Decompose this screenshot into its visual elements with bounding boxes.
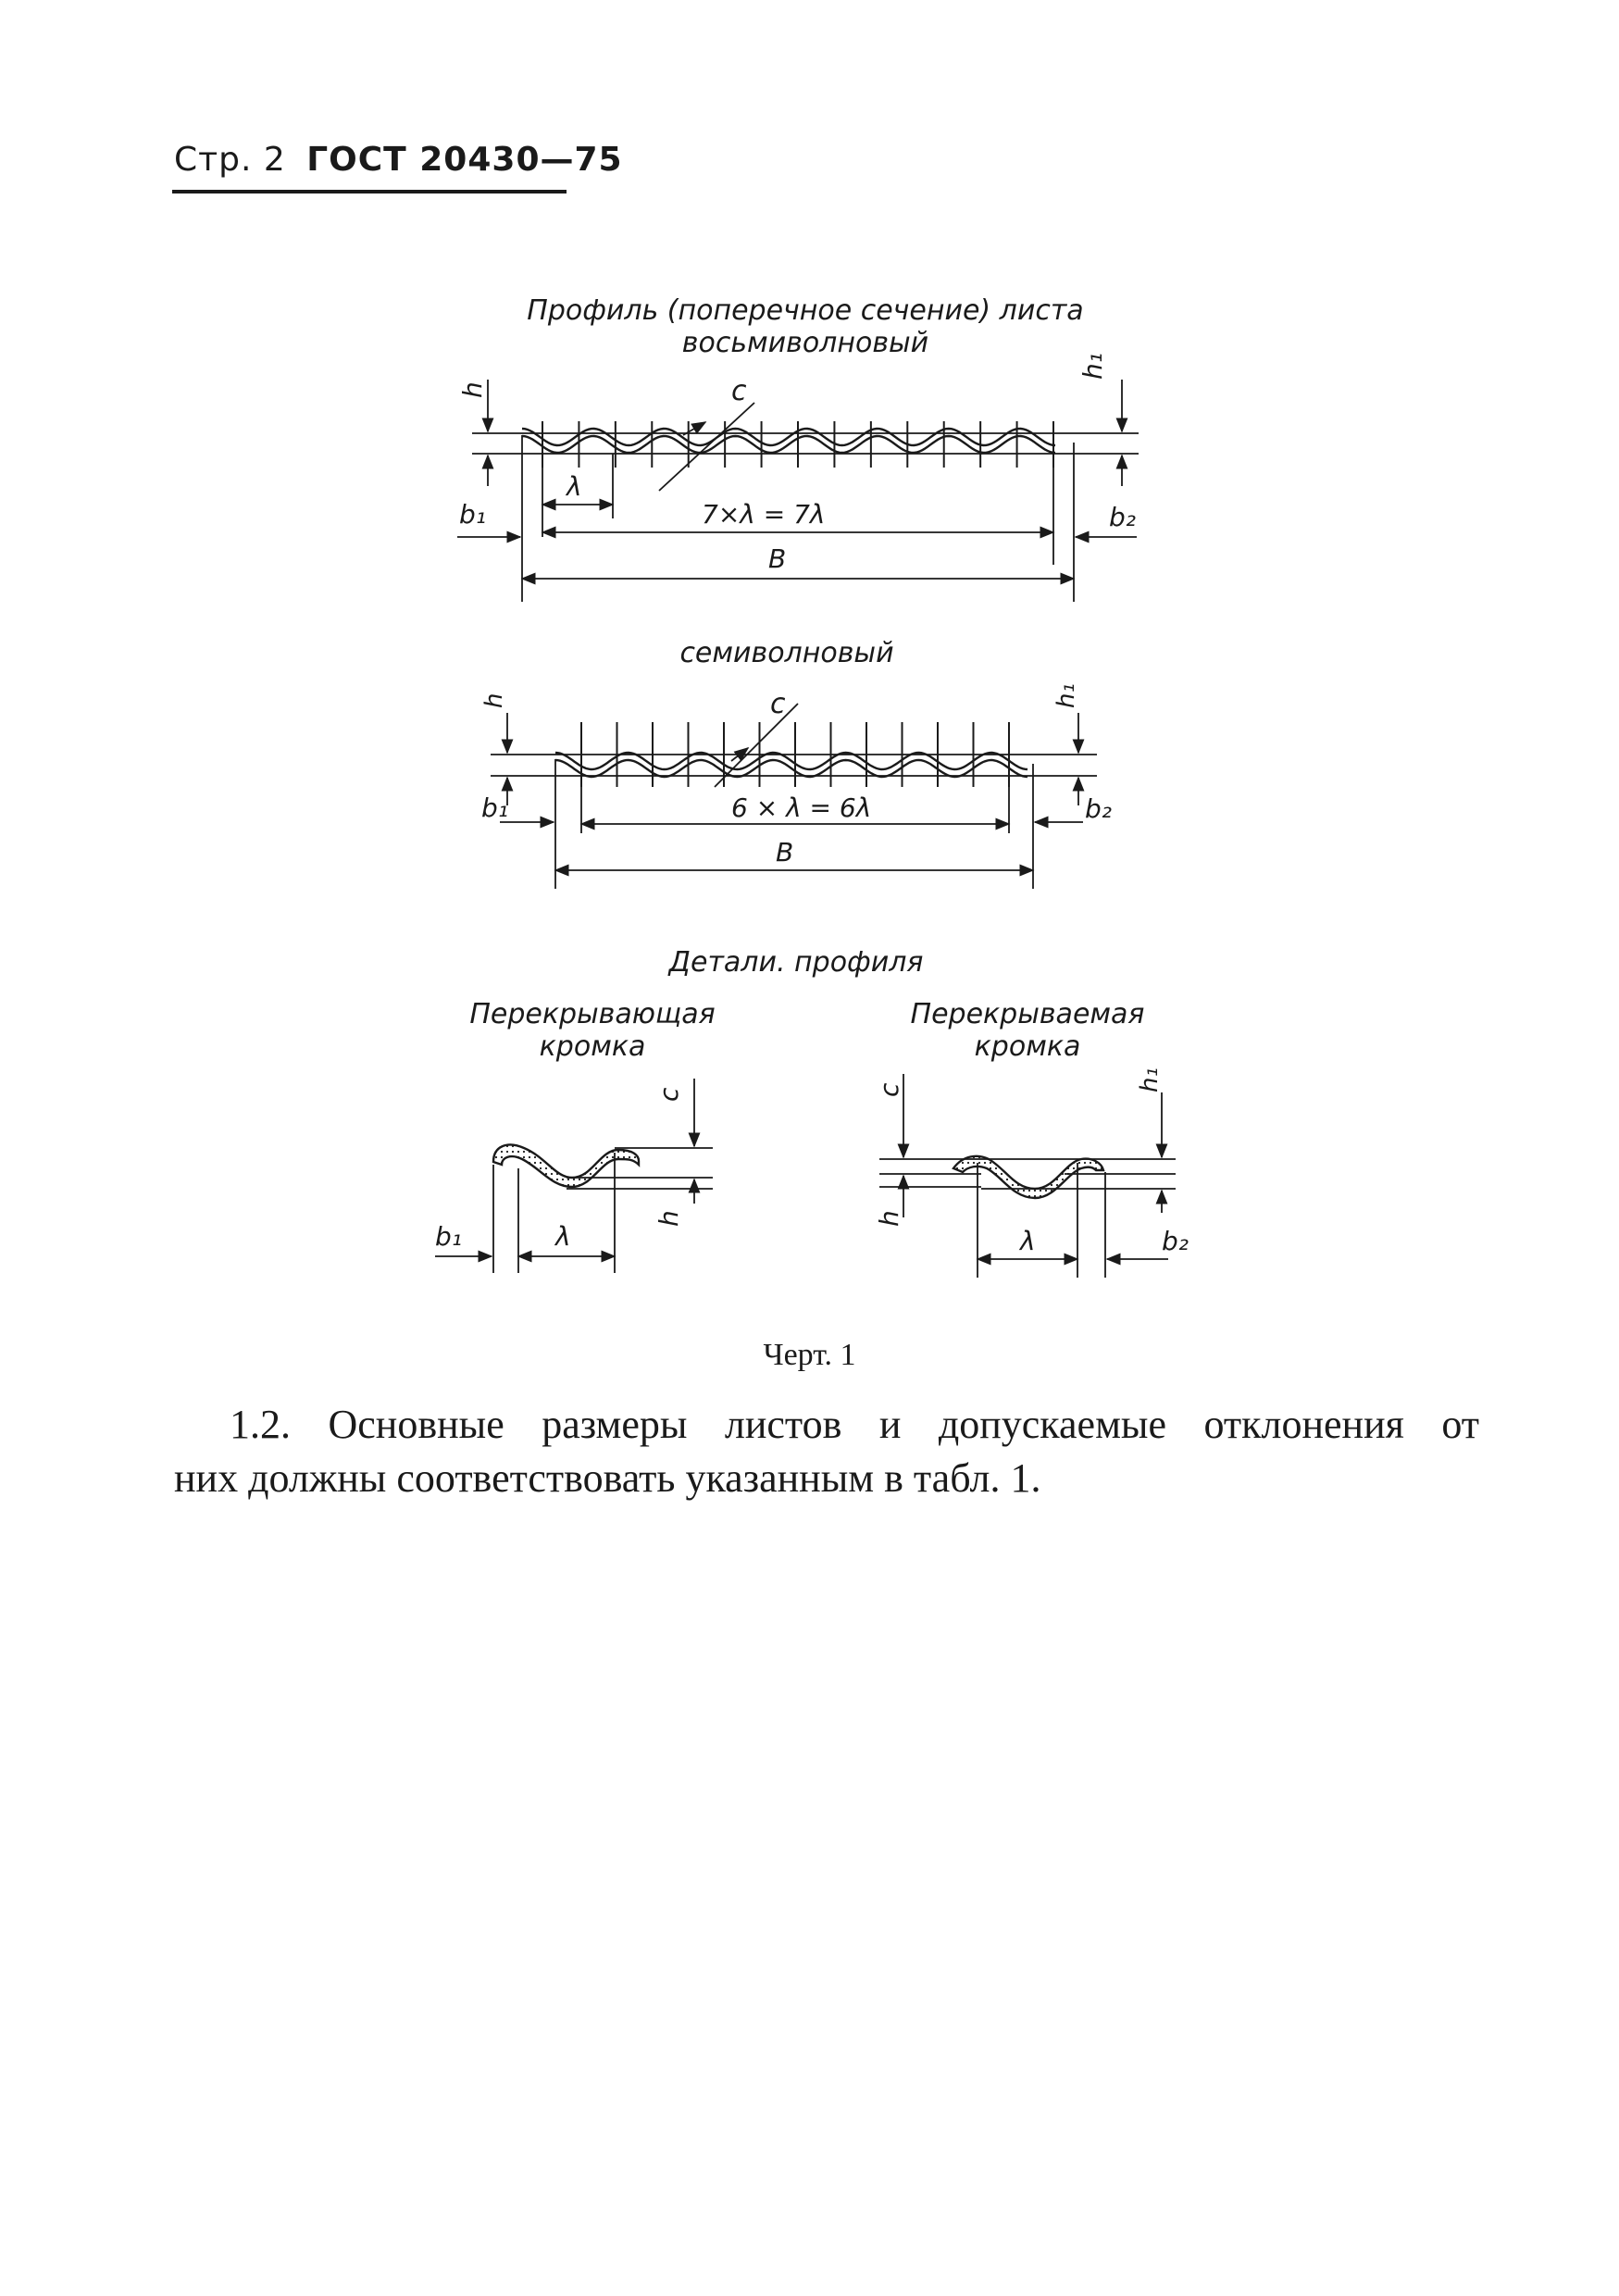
h-label: h	[457, 381, 488, 398]
h1-label-detail-b: h₁	[1136, 1067, 1164, 1092]
eight-wave-span-label: 7×λ = 7λ	[702, 499, 826, 530]
lambda-label-detail-a: λ	[555, 1221, 571, 1252]
eight-wave-sheet-bottom	[522, 436, 1055, 453]
paragraph-1-2	[174, 1398, 1479, 1505]
c-label-detail-a: c	[654, 1087, 684, 1102]
paragraph-line-2: них должны соответствовать указанным в табл. 1.	[174, 1455, 1041, 1501]
page-label: Стр. 2	[174, 141, 286, 179]
lambda-label-detail-b: λ	[1020, 1226, 1036, 1256]
c-label-7: c	[770, 688, 786, 720]
seven-wave-span-label: 6 × λ = 6λ	[731, 792, 872, 823]
b2-label-detail: b₂	[1162, 1226, 1189, 1256]
overlapped-edge-line2: кромка	[974, 1030, 1081, 1063]
eight-wave-sheet-top	[522, 429, 1055, 445]
b2-label-7: b₂	[1085, 793, 1112, 824]
h1-label: h₁	[1077, 353, 1108, 380]
b2-label: b₂	[1109, 502, 1136, 532]
b1-label-detail: b₁	[435, 1221, 462, 1252]
overlapping-edge-detail	[435, 1079, 713, 1273]
c-label-detail-b: c	[874, 1082, 904, 1097]
h1-label-7: h₁	[1052, 683, 1080, 708]
lambda-label: λ	[567, 471, 582, 502]
profile-title-line2: восьмиволновый	[681, 327, 929, 359]
eight-wave-profile	[457, 380, 1139, 602]
overlapping-edge-line2: кромка	[539, 1030, 646, 1063]
h-label-detail-a: h	[654, 1210, 684, 1227]
B-label: B	[768, 543, 787, 574]
figure-caption: Черт. 1	[763, 1338, 856, 1372]
b1-label-7: b₁	[481, 792, 508, 823]
seven-wave-title: семиволновый	[679, 637, 894, 669]
b1-label: b₁	[459, 499, 486, 530]
profile-title-line1: Профиль (поперечное сечение) листа	[527, 294, 1084, 327]
paragraph-line-1: 1.2. Основные размеры листов и допускаемые отклонения от	[230, 1402, 1479, 1447]
standard-number: ГОСТ 20430—75	[306, 141, 623, 179]
details-title: Детали. профиля	[668, 946, 924, 979]
c-label: c	[731, 375, 747, 407]
h-label-7: h	[480, 693, 508, 708]
overlapped-edge-line1: Перекрываемая	[910, 998, 1145, 1030]
h-label-detail-b: h	[874, 1210, 904, 1227]
B-label-7: B	[776, 837, 794, 867]
overlapping-edge-line1: Перекрывающая	[469, 998, 716, 1030]
